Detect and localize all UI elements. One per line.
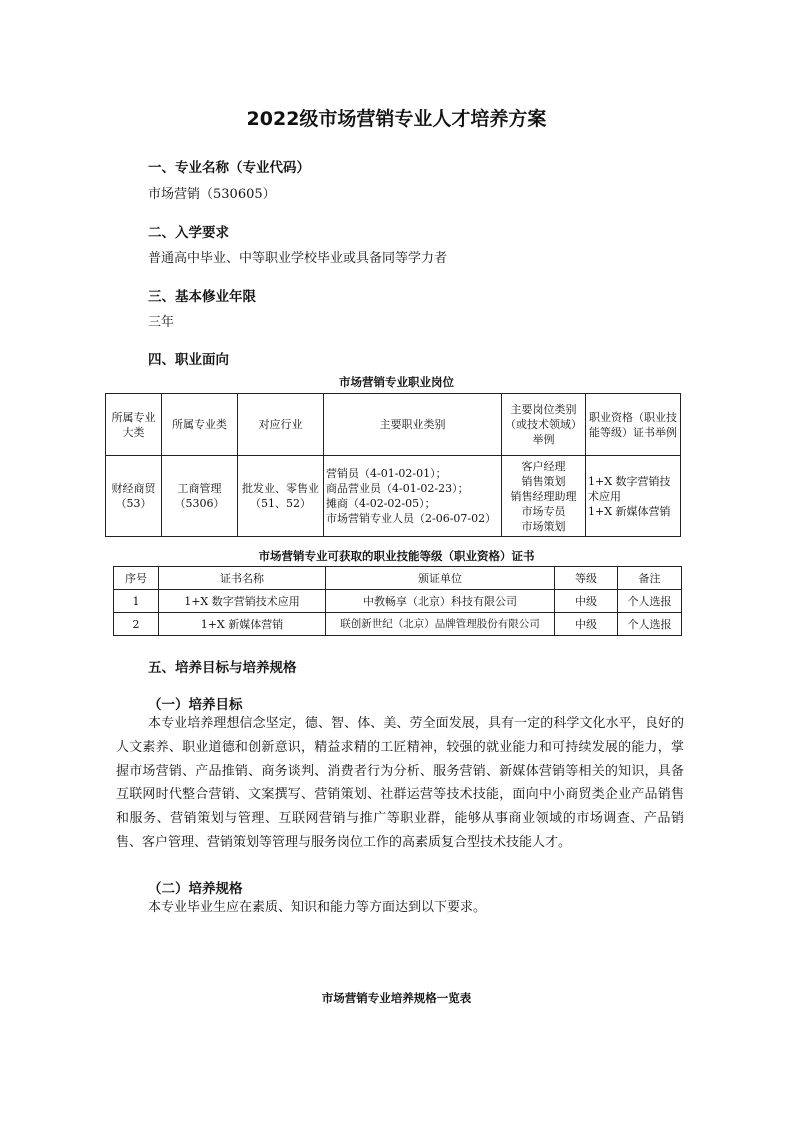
table3-caption: 市场营销专业培养规格一览表 [321, 991, 472, 1005]
position-item: 市场专员 [521, 504, 566, 518]
cell-issuer: 中教畅享（北京）科技有限公司 [326, 590, 555, 613]
subheading-goal: （一）培养目标 [148, 697, 243, 713]
position-item: 销售经理助理 [510, 489, 577, 503]
position-item: 销售策划 [521, 474, 566, 488]
section-heading-goals-specs: 五、培养目标与培养规格 [148, 660, 297, 676]
table2-caption: 市场营销专业可获取的职业技能等级（职业资格）证书 [258, 549, 535, 563]
major-group-cell: 财经商贸（53） [106, 456, 162, 537]
page-title: 2022级市场营销专业人才培养方案 [246, 108, 547, 130]
certificates-table [113, 566, 682, 636]
table-header-row [106, 394, 681, 456]
subheading-spec: （二）培养规格 [148, 881, 243, 897]
header-cell: 对应行业 [238, 394, 324, 456]
header-cell: 序号 [114, 567, 159, 590]
header-cell: 备注 [618, 567, 682, 590]
certificate-item: 1+X 数字营销技术应用 [588, 474, 671, 503]
header-cell: 职业资格（职业技能等级）证书举例 [586, 394, 681, 456]
occupations-cell [324, 456, 502, 537]
section-heading-career: 四、职业面向 [148, 352, 229, 368]
career-positions-table [105, 393, 681, 537]
positions-cell [502, 456, 586, 537]
occupation-item: 摊商（4-02-02-05）； [326, 497, 436, 510]
cell-level: 中级 [555, 590, 618, 613]
header-cell: 所属专业类 [162, 394, 238, 456]
table-row [106, 456, 681, 537]
cell-no: 1 [114, 590, 159, 613]
header-cell: 所属专业大类 [106, 394, 162, 456]
position-item: 客户经理 [521, 459, 566, 473]
section-heading-duration: 三、基本修业年限 [148, 289, 256, 305]
occupation-item: 商品营业员（4-01-02-23）； [326, 482, 469, 495]
duration-text: 三年 [148, 315, 175, 330]
header-cell: 主要岗位类别（或技术领域）举例 [502, 394, 586, 456]
cell-issuer: 联创新世纪（北京）品牌管理股份有限公司 [326, 613, 555, 636]
header-cell: 等级 [555, 567, 618, 590]
industry-cell: 批发业、零售业（51、52） [238, 456, 324, 537]
section-heading-admission: 二、入学要求 [148, 225, 229, 241]
certificates-cell [586, 456, 681, 537]
header-cell: 证书名称 [159, 567, 326, 590]
cell-no: 2 [114, 613, 159, 636]
cell-name: 1+X 新媒体营销 [159, 613, 326, 636]
cell-name: 1+X 数字营销技术应用 [159, 590, 326, 613]
major-class-cell: 工商管理（5306） [162, 456, 238, 537]
table1-caption: 市场营销专业职业岗位 [339, 375, 454, 389]
table-row [114, 613, 682, 636]
admission-text: 普通高中毕业、中等职业学校毕业或具备同等学力者 [148, 251, 448, 266]
header-cell: 颁证单位 [326, 567, 555, 590]
certificate-item: 1+X 新媒体营销 [588, 504, 671, 518]
goal-paragraph: 本专业培养理想信念坚定，德、智、体、美、劳全面发展，具有一定的科学文化水平，良好的人文素养、职业道德和创新意识，精益求精的工匠精神，较强的就业能力和可持续发展的能力，掌握市场营销、产品推销、商务谈判、消费者行为分析、服务营销、新媒体营销等相关的知识，具备互联网时代整合营销、文案撰写、营销策划、社群运营等技术技能，面向中小商贸类企业产品销售和服务、营销策划与管理、互联网营销与推广等职业群，能够从事商业领域的市场调查、产品销售、客户管理、营销策划等管理与服务岗位工作的高素质复合型技术技能人才。 [116, 716, 684, 850]
position-item: 市场策划 [521, 519, 566, 533]
major-name-text: 市场营销（530605） [148, 187, 276, 202]
cell-level: 中级 [555, 613, 618, 636]
table-header-row [114, 567, 682, 590]
header-cell: 主要职业类别 [324, 394, 502, 456]
cell-note: 个人选报 [618, 613, 682, 636]
cell-note: 个人选报 [618, 590, 682, 613]
spec-paragraph: 本专业毕业生应在素质、知识和能力等方面达到以下要求。 [148, 900, 487, 915]
occupation-item: 市场营销专业人员（2-06-07-02） [326, 512, 497, 525]
table-row [114, 590, 682, 613]
section-heading-major-name: 一、专业名称（专业代码） [148, 160, 310, 176]
occupation-item: 营销员（4-01-02-01）； [326, 467, 447, 480]
